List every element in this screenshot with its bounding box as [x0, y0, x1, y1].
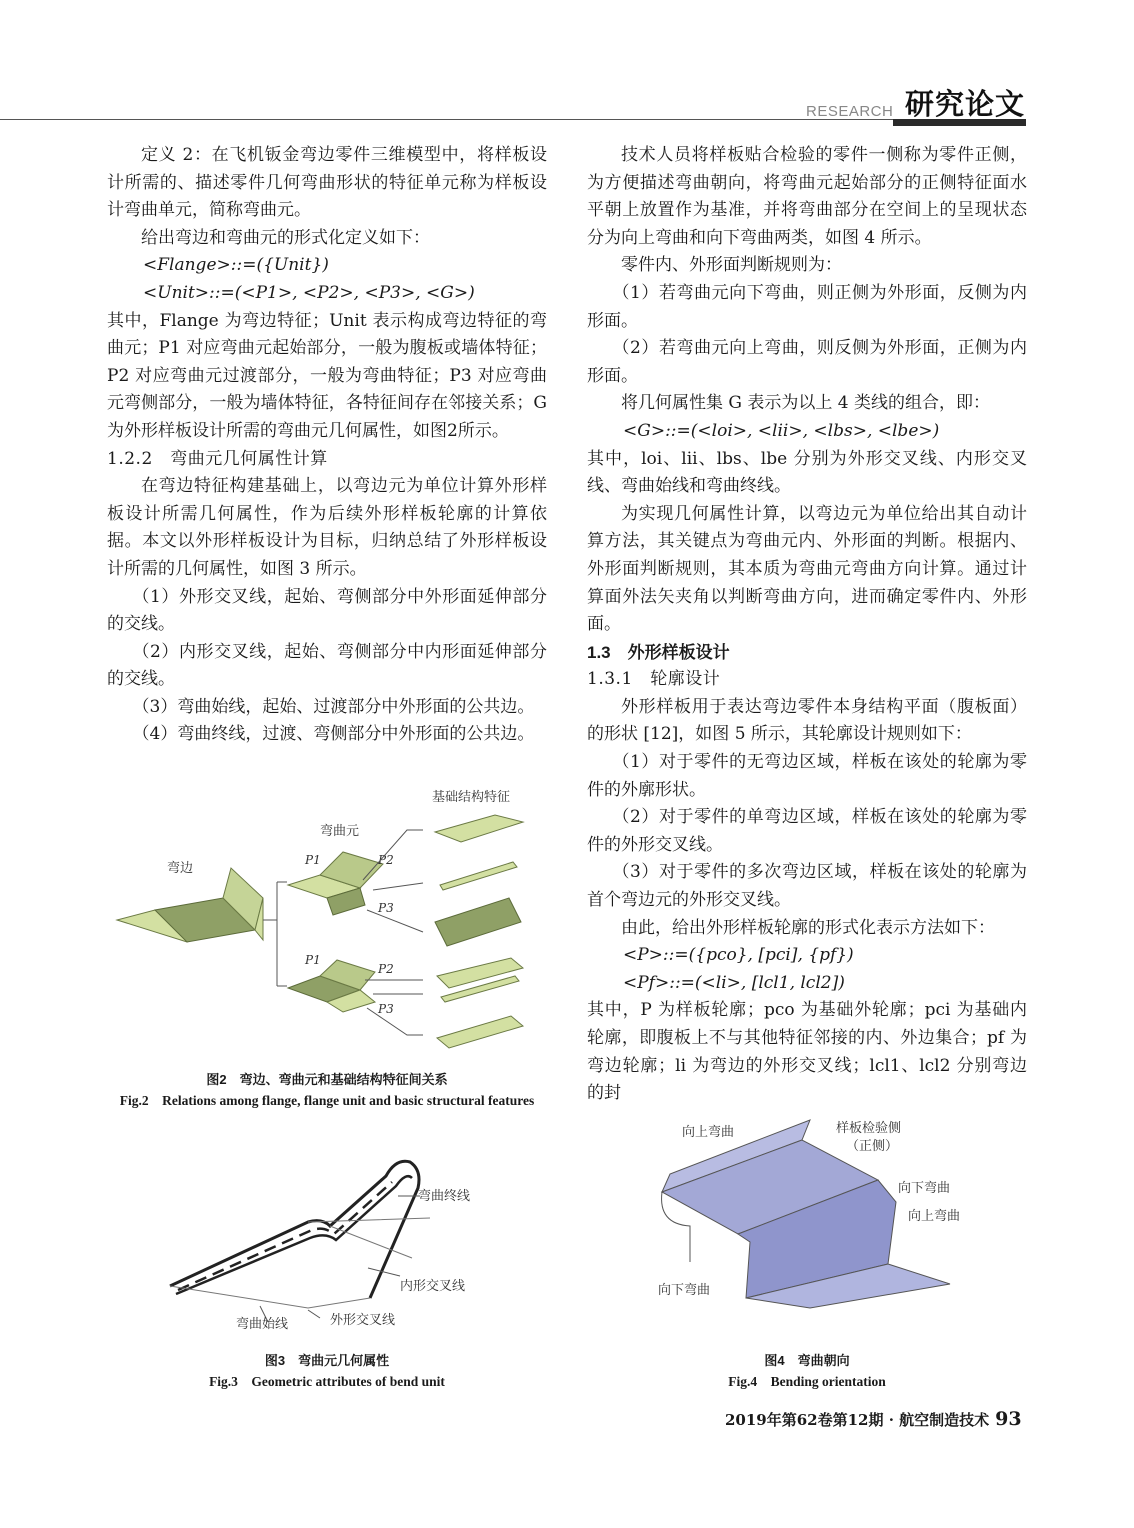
base-plate-2: [437, 1016, 523, 1048]
list-item: （2）若弯曲元向上弯曲，则反侧为外形面，正侧为内形面。: [587, 338, 1027, 386]
page-number: 93: [995, 1408, 1022, 1430]
formula: <Flange>::=({Unit}): [143, 255, 329, 276]
paragraph: 定义 2：在飞机钣金弯边零件三维模型中，将样板设计所需的、描述零件几何弯曲形状的特征单元称为样板设计弯曲单元，简称弯曲元。: [107, 145, 547, 221]
section-heading: 1.3 外形样板设计: [587, 642, 730, 662]
figure-3-caption-cn: 图3 弯曲元几何属性: [264, 1353, 390, 1368]
list-item: （1）若弯曲元向下弯曲，则正侧为外形面，反侧为内形面。: [587, 282, 1027, 331]
paragraph: 将几何属性集 G 表示为以上 4 类线的组合，即：: [621, 393, 991, 414]
right-column: [587, 142, 1027, 1108]
paragraph: 技术人员将样板贴合检验的零件一侧称为零件正侧，为方便描述弯曲朝向，将弯曲元起始部分的正侧特征面水平朝上放置作为基准，并将弯曲部分在空间上的呈现状态分为向上弯曲和向下弯曲两类，如图 4 所示。: [587, 145, 1027, 248]
formula: <P>::=({pco}, [pci], {pf}): [623, 945, 854, 966]
paragraph: 零件内、外形面判断规则为：: [621, 255, 842, 276]
header-section-en: RESEARCH: [806, 103, 894, 120]
paragraph: 为实现几何属性计算，以弯边元为单位给出其自动计算方法，其关键点为弯曲元内、外形面的判断。根据内、外形面判断规则，其本质为弯曲元弯曲方向计算。通过计算面外法矢夹角以判断弯曲方向，进而确定零件内、外形面。: [587, 503, 1027, 635]
figure-4-diagram: [650, 1112, 980, 1312]
subsection-heading: 1.2.2 弯曲元几何属性计算: [107, 448, 328, 469]
list-item: （2）内形交叉线，起始、弯侧部分中内形面延伸部分的交线。: [107, 641, 547, 690]
page-footer: [725, 1408, 1022, 1430]
label-inspection-side: 样板检验侧: [836, 1121, 902, 1136]
paragraph: 在弯边特征构建基础上，以弯边元为单位计算外形样板设计所需几何属性，作为后续外形样板轮廓的计算依据。本文以外形样板设计为目标，归纳总结了外形样板设计所需的几何属性，如图 3 所示。: [107, 476, 547, 579]
figure-4-caption-cn: 图4 弯曲朝向: [764, 1353, 850, 1368]
label-p2: P2: [378, 853, 394, 867]
label-p2: P2: [378, 962, 394, 976]
header-section-cn: 研究论文: [905, 87, 1026, 121]
label-up-bend-2: 向上弯曲: [908, 1209, 961, 1224]
figure-3-caption-en: Fig.3 Geometric attributes of bend unit: [209, 1374, 445, 1389]
figure-3-diagram: [160, 1148, 490, 1343]
figure-4-caption-en: Fig.4 Bending orientation: [728, 1374, 886, 1389]
base-plate-1: [435, 815, 523, 842]
paragraph: 由此，给出外形样板轮廓的形式化表示方法如下：: [621, 917, 995, 938]
journal-issue: 2019年第62卷第12期 · 航空制造技术: [725, 1411, 990, 1429]
formula: <G>::=(<loi>, <lii>, <lbs>, <lbe>): [623, 420, 940, 441]
label-up-bend-1: 向上弯曲: [682, 1125, 735, 1140]
list-item: （1）外形交叉线，起始、弯侧部分中外形面延伸部分的交线。: [107, 586, 547, 635]
formula: <Pf>::=(<li>, [lcl1, lcl2]): [623, 972, 845, 993]
figure-2-caption-en: Fig.2 Relations among flange, flange unit and basic structural features: [119, 1093, 535, 1108]
paragraph: 给出弯边和弯曲元的形式化定义如下：: [141, 227, 430, 248]
figure-2-caption-cn: 图2 弯边、弯曲元和基础结构特征间关系: [206, 1072, 448, 1087]
label-p1: P1: [305, 953, 321, 967]
label-bend-start: 弯曲始线: [236, 1317, 289, 1332]
label-unit: 弯曲元: [320, 824, 360, 839]
left-column: [107, 142, 547, 749]
paragraph: 外形样板用于表达弯边零件本身结构平面（腹板面）的形状 [12]，如图 5 所示，其轮廓设计规则如下：: [587, 696, 1027, 745]
list-item: （3）对于零件的多次弯边区域，样板在该处的轮廓为首个弯边元的外形交叉线。: [587, 862, 1027, 911]
formula: <Unit>::=(<P1>, <P2>, <P3>, <G>): [143, 282, 475, 303]
label-p3: P3: [378, 901, 394, 915]
paragraph: 其中，loi、lii、lbs、lbe 分别为外形交叉线、内形交叉线、弯曲始线和弯曲终线。: [587, 448, 1027, 497]
figure-2-diagram: [105, 780, 555, 1060]
subsection-heading: 1.3.1 轮廓设计: [587, 669, 721, 690]
list-item: （2）对于零件的单弯边区域，样板在该处的轮廓为零件的外形交叉线。: [587, 807, 1027, 855]
list-item: （4）弯曲终线，过渡、弯侧部分中外形面的公共边。: [132, 724, 535, 745]
label-front-side: （正侧）: [846, 1139, 899, 1154]
label-down-bend-2: 向下弯曲: [658, 1283, 711, 1298]
list-item: （3）弯曲始线，起始、过渡部分中外形面的公共边。: [132, 696, 535, 717]
base-bend-1: [440, 862, 517, 890]
label-outer-intersection: 外形交叉线: [330, 1313, 396, 1328]
label-down-bend-1: 向下弯曲: [898, 1181, 951, 1196]
label-p1: P1: [305, 853, 321, 867]
label-bend-end: 弯曲终线: [418, 1189, 471, 1204]
label-p3: P3: [378, 1002, 394, 1016]
label-flange: 弯边: [167, 861, 194, 876]
paragraph: 其中，Flange 为弯边特征；Unit 表示构成弯边特征的弯曲元；P1 对应弯曲元起始部分，一般为腹板或墙体特征；P2 对应弯曲元过渡部分，一般为弯曲特征；P3 对应弯曲元弯侧部分，一般为墙体特征，各特征间存在邻接关系；G 为外形样板设计所需的弯曲元几何属性，如图2所示。: [107, 310, 547, 441]
label-inner-intersection: 内形交叉线: [400, 1279, 466, 1294]
label-base: 基础结构特征: [432, 790, 511, 805]
list-item: （1）对于零件的无弯边区域，样板在该处的轮廓为零件的外廓形状。: [587, 752, 1027, 800]
paragraph: 其中，P 为样板轮廓；pco 为基础外轮廓；pci 为基础内轮廓，即腹板上不与其他特征邻接的内、外边集合；pf 为弯边轮廓；li 为弯边的外形交叉线；lcl1、lcl2 分别弯边的封: [587, 1000, 1027, 1104]
base-wall-1: [435, 898, 521, 946]
